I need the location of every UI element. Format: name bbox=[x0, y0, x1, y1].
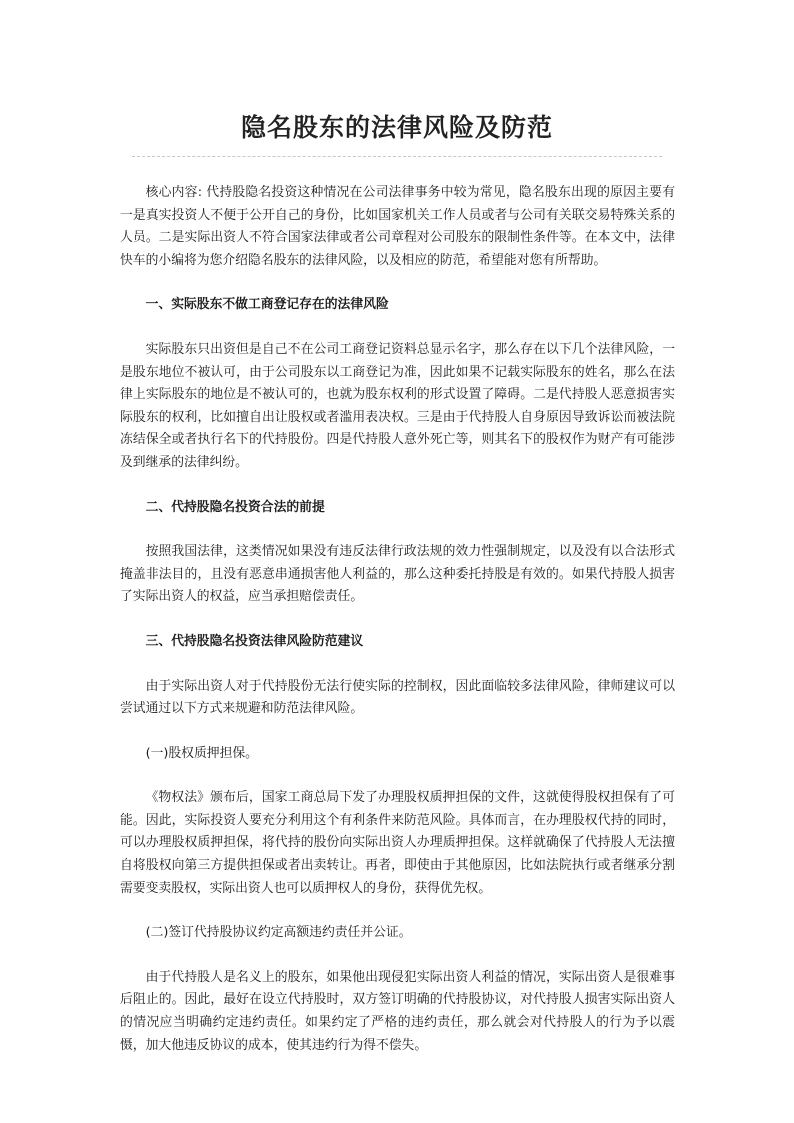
paragraph-gap bbox=[120, 900, 675, 922]
section-2-paragraph: 按照我国法律，这类情况如果没有违反法律行政法规的效力性强制规定，以及没有以合法形式掩盖非法目的，且没有恶意串通损害他人利益的，那么这种委托持股是有效的。如果代持股人损害了实际出资人的权益，应当承担赔偿责任。 bbox=[120, 544, 675, 605]
subsection-2-title: (二)签订代持股协议约定高额违约责任并公证。 bbox=[145, 925, 412, 941]
subsection-1-title: (一)股权质押担保。 bbox=[145, 745, 258, 761]
section-1-paragraph: 实际股东只出资但是自己不在公司工商登记资料总显示名字，那么存在以下几个法律风险，一是股东地位不被认可，由于公司股东以工商登记为准，因此如果不记载实际股东的姓名，那么在法律上实际股东的地位是不被认可的，也就为股东权利的形式设置了障碍。二是代持股人恶意损害实际股东的权利，比如擅自出让股权或者滥用表决权。三是由于代持股人自身原因导致诉讼而被法院冻结保全或者执行名下的代持股份。四是代持股人意外死亡等，则其名下的股权作为财产有可能涉及到继承的法律纠纷。 bbox=[120, 341, 675, 470]
subsection-2-paragraph: 由于代持股人是名义上的股东，如果他出现侵犯实际出资人利益的情况，实际出资人是很难事后阻止的。因此，最好在设立代持股时，双方签订明确的代持股协议，对代持股人损害实际出资人的情况应当明确约定违约责任。如果约定了严格的违约责任，那么就会对代持股人的行为予以震慑，加大他违反协议的成本，使其违约行为得不偿失。 bbox=[120, 969, 675, 1053]
paragraph-gap bbox=[120, 609, 675, 631]
paragraph-gap bbox=[120, 317, 675, 339]
intro-paragraph: 核心内容: 代持股隐名投资这种情况在公司法律事务中较为常见，隐名股东出现的原因主要有一是真实投资人不便于公开自己的身份，比如国家机关工作人员或者与公司有关联交易特殊关系的人员。二是实际出资人不符合国家法律或者公司章程对公司股东的限制性条件等。在本文中，法律快车的小编将为您介绍隐名股东的法律风险，以及相应的防范，希望能对您有所帮助。 bbox=[120, 185, 675, 268]
paragraph-gap bbox=[120, 765, 675, 787]
section-3-heading: 三、代持股隐名投资法律风险防范建议 bbox=[145, 633, 364, 649]
article-body bbox=[120, 182, 675, 1057]
section-1-heading: 一、实际股东不做工商登记存在的法律风险 bbox=[145, 297, 389, 313]
subsection-1-paragraph: 《物权法》颁布后，国家工商总局下发了办理股权质押担保的文件，这就使得股权担保有了可能。因此，实际投资人要充分利用这个有利条件来防范风险。具体而言，在办理股权代持的同时，可以办理股权质押担保，将代持的股份向实际出资人办理质押担保。这样就确保了代持股人无法擅自将股权向第三方提供担保或者出卖转让。再者，即使由于其他原因，比如法院执行或者继承分割需要变卖股权，实际出资人也可以质押权人的身份，获得优先权。 bbox=[120, 790, 675, 896]
paragraph-gap bbox=[120, 475, 675, 497]
title-divider bbox=[132, 156, 662, 157]
section-2-heading: 二、代持股隐名投资合法的前提 bbox=[145, 499, 325, 515]
article-title: 隐名股东的法律风险及防范 bbox=[240, 113, 553, 142]
paragraph-gap bbox=[120, 721, 675, 743]
paragraph-gap bbox=[120, 945, 675, 967]
paragraph-gap bbox=[120, 519, 675, 541]
paragraph-gap bbox=[120, 272, 675, 294]
section-3-paragraph: 由于实际出资人对于代持股份无法行使实际的控制权，因此面临较多法律风险，律师建议可以尝试通过以下方式来规避和防范法律风险。 bbox=[120, 678, 675, 717]
paragraph-gap bbox=[120, 654, 675, 676]
